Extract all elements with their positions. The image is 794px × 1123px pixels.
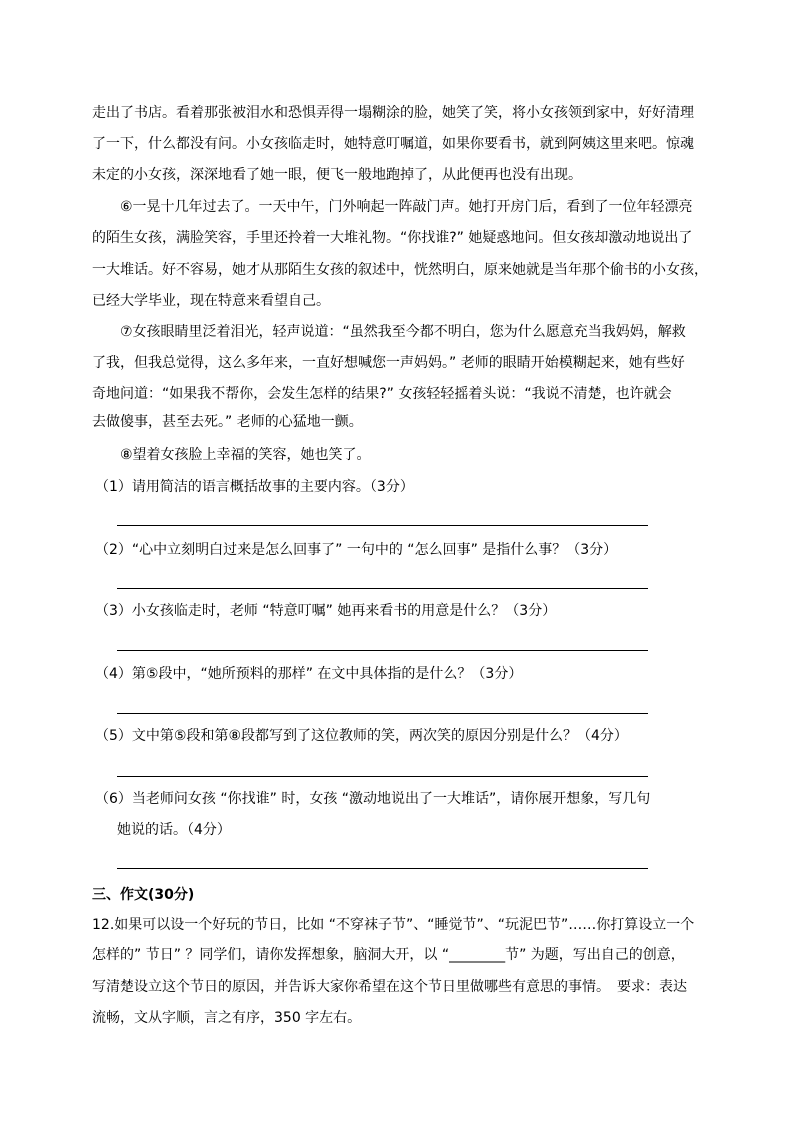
paragraph-7-line: 去做傻事，甚至去死。” 老师的心猛地一颤。	[92, 414, 363, 430]
composition-prompt-line: 怎样的” 节日” ？同学们，请你发挥想象，脑洞大开，以 “________节” 为题，写出自己的创意，	[92, 947, 685, 963]
composition-prompt-line: 12.如果可以设一个好玩的节日，比如 “不穿袜子节”、“睡觉节”、“玩泥巴节”……你打算设立一个	[92, 917, 695, 933]
answer-line-4[interactable]	[117, 713, 648, 714]
answer-line-6[interactable]	[117, 868, 648, 869]
paragraph-6-line: 已经大学毕业，现在特意来看望自己。	[92, 293, 330, 309]
paragraph-7-line: 奇地问道：“如果我不帮你，会发生怎样的结果?” 女孩轻轻摇着头说：“我说不清楚，也许就会	[92, 386, 672, 402]
question-2: （2）“心中立刻明白过来是怎么回事了” 一句中的 “怎么回事” 是指什么事？（3分）	[95, 542, 618, 558]
question-6: （6）当老师问女孩 “你找谁” 时，女孩 “激动地说出了一大堆话”，请你展开想象，写几句	[95, 791, 651, 807]
paragraph-6-line: 的陌生女孩，满脸笑容，手里还拎着一大堆礼物。“你找谁?” 她疑惑地问。但女孩却激动地说出了	[92, 230, 693, 246]
passage-line: 走出了书店。看着那张被泪水和恐惧弄得一塌糊涂的脸，她笑了笑，将小女孩领到家中，好好清理	[92, 105, 694, 121]
question-3: （3）小女孩临走时，老师 “特意叮嘱” 她再来看书的用意是什么？（3分）	[95, 603, 557, 619]
paragraph-8-line: ⑧望着女孩脸上幸福的笑容，她也笑了。	[120, 447, 371, 463]
answer-line-5[interactable]	[117, 776, 648, 777]
section-3-heading: 三、作文(30分)	[92, 887, 195, 903]
question-4: （4）第⑤段中，“她所预料的那样” 在文中具体指的是什么？（3分）	[95, 666, 523, 682]
answer-line-2[interactable]	[117, 588, 648, 589]
answer-line-1[interactable]	[117, 525, 648, 526]
answer-line-3[interactable]	[117, 650, 648, 651]
question-6-continued: 她说的话。（4分）	[117, 822, 231, 838]
passage-line: 未定的小女孩，深深地看了她一眼，便飞一般地跑掉了，从此便再也没有出现。	[92, 167, 582, 183]
composition-prompt-line: 写清楚设立这个节日的原因，并告诉大家你希望在这个节日里做哪些有意思的事情。 要求：表达	[92, 979, 687, 995]
question-5: （5）文中第⑤段和第⑧段都写到了这位教师的笑，两次笑的原因分别是什么？（4分）	[95, 728, 628, 744]
paragraph-7-line: 了我，但我总觉得，这么多年来，一直好想喊您一声妈妈。” 老师的眼睛开始模糊起来，她有些好	[92, 355, 685, 371]
composition-prompt-line: 流畅，文从字顺，言之有序，350 字左右。	[92, 1010, 362, 1026]
question-1: （1）请用简洁的语言概括故事的主要内容。（3分）	[95, 479, 414, 495]
paragraph-6-line: 一大堆话。好不容易，她才从那陌生女孩的叙述中，恍然明白，原来她就是当年那个偷书的小女孩，	[92, 262, 708, 278]
passage-line: 了一下，什么都没有问。小女孩临走时，她特意叮嘱道，如果你要看书，就到阿姨这里来吧。惊魂	[92, 136, 694, 152]
paragraph-6-line: ⑥一晃十几年过去了。一天中午，门外响起一阵敲门声。她打开房门后，看到了一位年轻漂亮	[120, 199, 693, 215]
paragraph-7-line: ⑦女孩眼睛里泛着泪光，轻声说道：“虽然我至今都不明白，您为什么愿意充当我妈妈，解救	[120, 324, 686, 340]
